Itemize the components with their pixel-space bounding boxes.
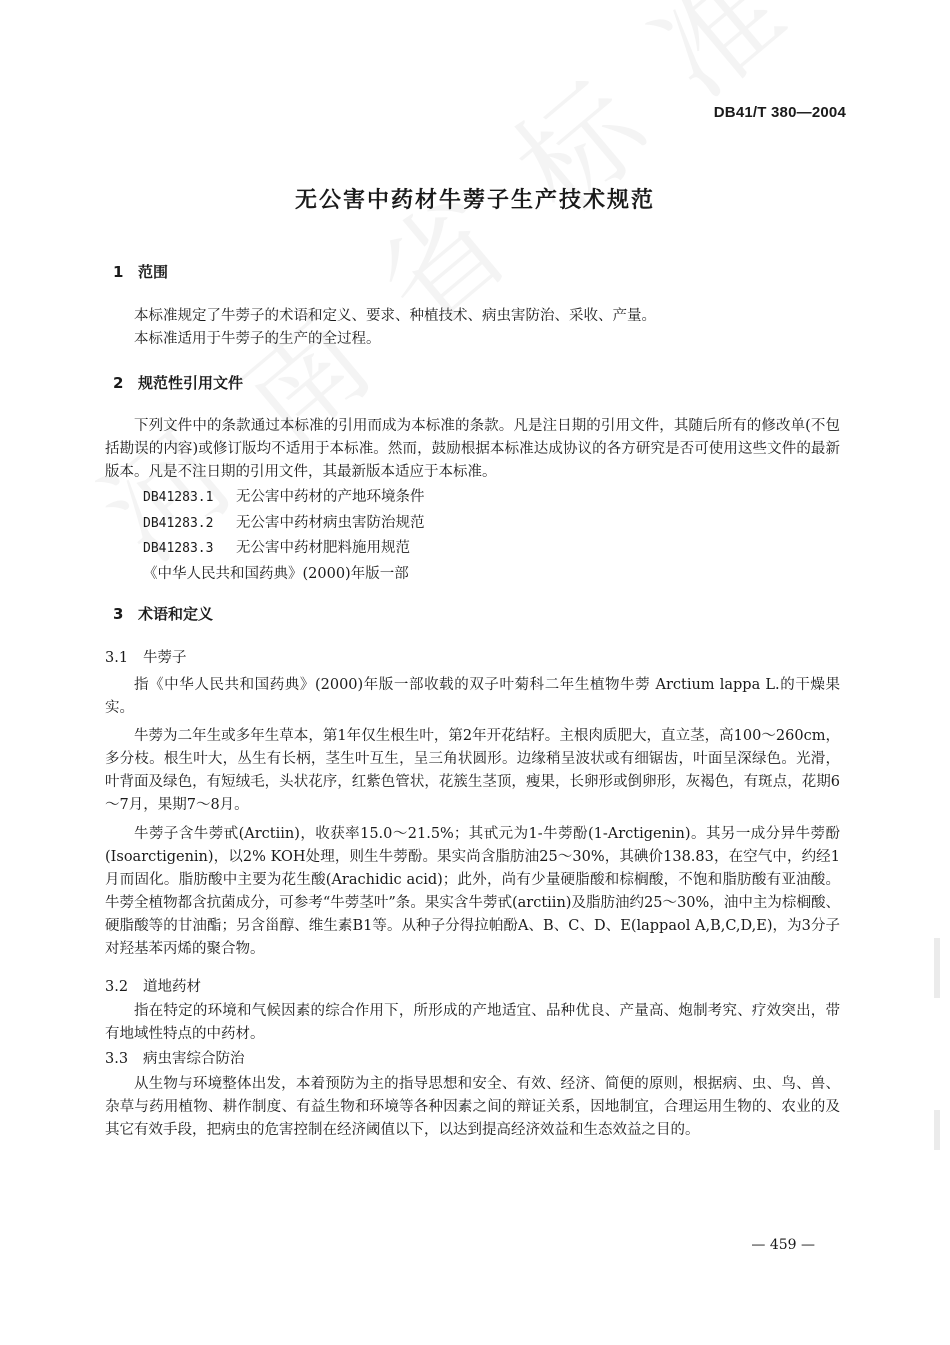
document-title: 无公害中药材牛蒡子生产技术规范 xyxy=(294,188,655,213)
reference-code: DB41283.2 xyxy=(143,516,214,531)
section-number: 2 xyxy=(113,374,124,392)
reference-code: DB41283.3 xyxy=(143,541,214,556)
paragraph: 牛蒡为二年生或多年生草本，第1年仅生根生叶，第2年开花结籽。主根肉质肥大，直立茎，高100～260cm，多分枝。根生叶大，丛生有长柄，茎生叶互生，呈三角状圆形。边缘稍呈波状或有细锯齿，叶面呈深绿色。光滑，叶背面及绿色，有短绒毛，头状花序，红紫色管状，花簇生茎顶，瘦果，长卵形或倒卵形，灰褐色，有斑点，花期6～7月，果期7～8月。 xyxy=(105,728,840,813)
section-title: 术语和定义 xyxy=(138,605,214,623)
section-number: 1 xyxy=(113,263,124,281)
reference-code: DB41283.1 xyxy=(143,490,214,505)
subsection-3-3-heading xyxy=(105,1047,245,1068)
section-title: 规范性引用文件 xyxy=(138,374,244,392)
paragraph: 本标准规定了牛蒡子的术语和定义、要求、种植技术、病虫害防治、采收、产量。 xyxy=(134,308,656,324)
reference-item xyxy=(143,512,425,535)
paragraph: 下列文件中的条款通过本标准的引用而成为本标准的条款。凡是注日期的引用文件，其随后所有的修改单(不包括勘误的内容)或修订版均不适用于本标准。然而，鼓励根据本标准达成协议的各方研究是否可使用这些文件的最新版本。凡是不注日期的引用文件，其最新版本适应于本标准。 xyxy=(105,418,840,480)
subsection-title: 病虫害综合防治 xyxy=(143,1051,245,1067)
paragraph: 从生物与环境整体出发，本着预防为主的指导思想和安全、有效、经济、简便的原则，根据病、虫、鸟、兽、杂草与药用植物、耕作制度、有益生物和环境等各种因素之间的辩证关系，因地制宜，合理运用生物的、农业的及其它有效手段，把病虫的危害控制在经济阈值以下，以达到提高经济效益和生态效益之目的。 xyxy=(105,1076,840,1138)
subsection-3-1-heading xyxy=(105,646,187,667)
reference-item xyxy=(143,537,410,560)
paragraph: 本标准适用于牛蒡子的生产的全过程。 xyxy=(134,331,381,347)
standard-number: DB41/T 380—2004 xyxy=(713,104,846,121)
section-1-heading xyxy=(113,261,168,282)
subsection-title: 道地药材 xyxy=(143,979,201,995)
paragraph: 牛蒡子含牛蒡甙(Arctiin)，收获率15.0～21.5%；其甙元为1-牛蒡酚(1-Arctigenin)。其另一成分异牛蒡酚(Isoarctigenin)，以2% KOH处理，则生牛蒡酚。果实尚含脂肪油25～30%，其碘价138.83，在空气中，约经1月而固化。脂肪酸中主要为花生酸(Arachidic acid)；此外，尚有少量硬脂酸和棕榈酸，不饱和脂肪酸有亚油酸。牛蒡全植物都含抗菌成分，可参考“牛蒡茎叶”条。果实含牛蒡甙(arctiin)及脂肪油约25～30%，油中主为棕榈酸、硬脂酸等的甘油酯；另含甾醇、维生素B1等。从种子分得拉帕酚A、B、C、D、E(lappaol A,B,C,D,E)，为3分子对羟基苯丙烯的聚合物。 xyxy=(105,826,840,957)
reference-item: 《中华人民共和国药典》(2000)年版一部 xyxy=(143,566,409,582)
section-3-heading xyxy=(113,603,213,624)
subsection-number: 3.1 xyxy=(105,650,129,666)
page-number: — 459 — xyxy=(751,1237,815,1253)
subsection-3-2-heading xyxy=(105,975,201,996)
section-number: 3 xyxy=(113,605,124,623)
paragraph: 指《中华人民共和国药典》(2000)年版一部收载的双子叶菊科二年生植物牛蒡 Arctium lappa L.的干燥果实。 xyxy=(105,677,840,716)
paragraph: 指在特定的环境和气候因素的综合作用下，所形成的产地适宜、品种优良、产量高、炮制考究、疗效突出，带有地域性特点的中药材。 xyxy=(105,1003,840,1042)
section-2-heading xyxy=(113,372,243,393)
subsection-title: 牛蒡子 xyxy=(143,650,187,666)
subsection-number: 3.3 xyxy=(105,1051,129,1067)
scan-edge-mark xyxy=(934,1110,940,1150)
reference-item xyxy=(143,486,425,509)
section-title: 范围 xyxy=(138,263,169,281)
reference-title: 无公害中药材的产地环境条件 xyxy=(236,489,425,505)
reference-title: 无公害中药材肥料施用规范 xyxy=(236,540,410,556)
scan-edge-mark xyxy=(934,938,940,998)
subsection-number: 3.2 xyxy=(105,979,129,995)
reference-title: 无公害中药材病虫害防治规范 xyxy=(236,515,425,531)
